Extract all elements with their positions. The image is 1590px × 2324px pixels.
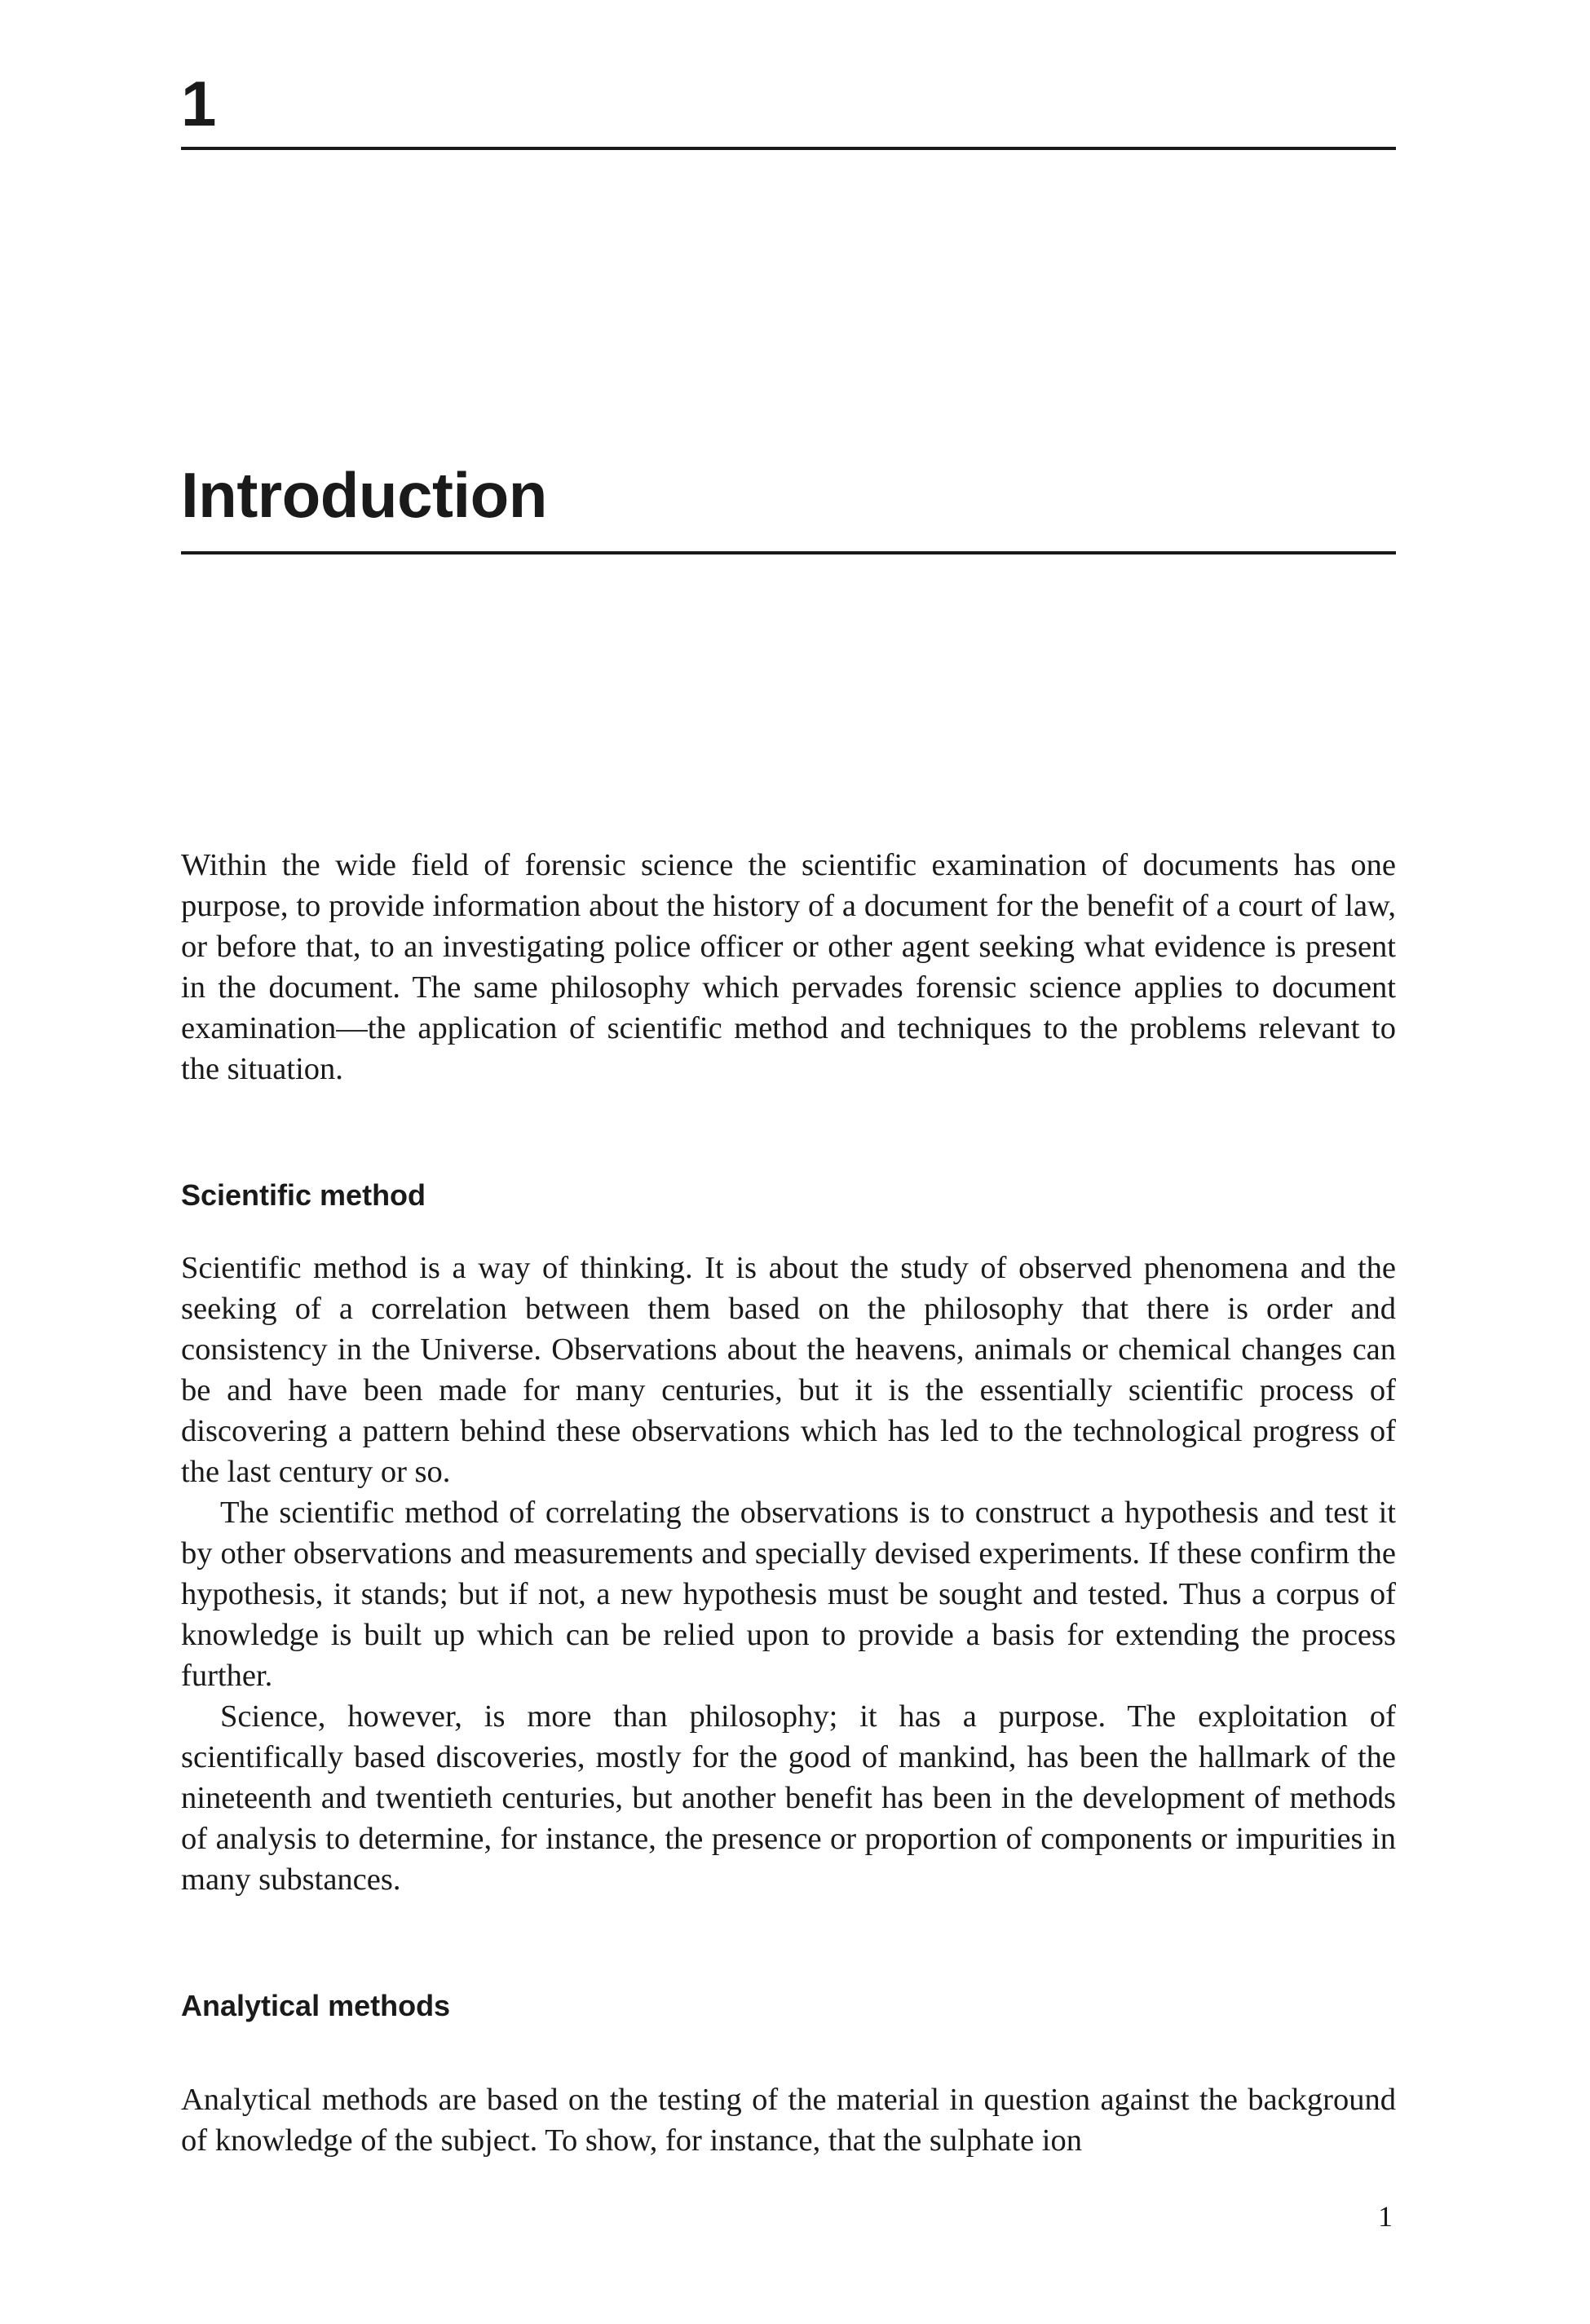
chapter-divider-bottom	[181, 551, 1396, 554]
page-number: 1	[1378, 2200, 1393, 2233]
analytical-methods-section	[181, 2079, 1396, 2161]
intro-paragraph: Within the wide field of forensic science the scientific examination of documents has one purpose, to provide information about the history of a document for the benefit of a court of law, or before that, to an investigating police officer or other agent seeking what evidence is present in the document. The same philosophy which pervades forensic science applies to document examination—the application of scientific method and techniques to the problems relevant to the situation.	[181, 848, 1396, 1086]
section-heading-analytical-methods: Analytical methods	[181, 1989, 451, 2022]
section-heading-scientific-method: Scientific method	[181, 1178, 426, 1212]
body-paragraph: Scientific method is a way of thinking. It is about the study of observed phenomena and the seeking of a correlation between them based on the philosophy that there is order and consistency in the Universe. Observations about the heavens, animals or chemical changes can be and have been made for many centuries, but it is the essentially scientific process of discovering a pattern behind these observations which has led to the technological progress of the last century or so.	[181, 1251, 1396, 1489]
intro-section	[181, 845, 1396, 1089]
chapter-divider-top	[181, 147, 1396, 150]
body-paragraph: The scientific method of correlating the observations is to construct a hypothesis and test it by other observations and measurements and specially devised experiments. If these confirm the hypothesis, it stands; but if not, a new hypothesis must be sought and tested. Thus a corpus of knowledge is built up which can be relied upon to provide a basis for extending the process further.	[181, 1496, 1396, 1693]
body-paragraph: Science, however, is more than philosophy; it has a purpose. The exploitation of scientifically based discoveries, mostly for the good of mankind, has been the hallmark of the nineteenth and twentieth centuries, but another benefit has been in the development of methods of analysis to determine, for instance, the presence or proportion of components or impurities in many substances.	[181, 1699, 1396, 1897]
body-paragraph: Analytical methods are based on the testing of the material in question against the background of knowledge of the subject. To show, for instance, that the sulphate ion	[181, 2083, 1396, 2158]
chapter-number: 1	[181, 68, 217, 139]
chapter-title: Introduction	[181, 459, 547, 531]
scientific-method-section	[181, 1248, 1396, 1900]
